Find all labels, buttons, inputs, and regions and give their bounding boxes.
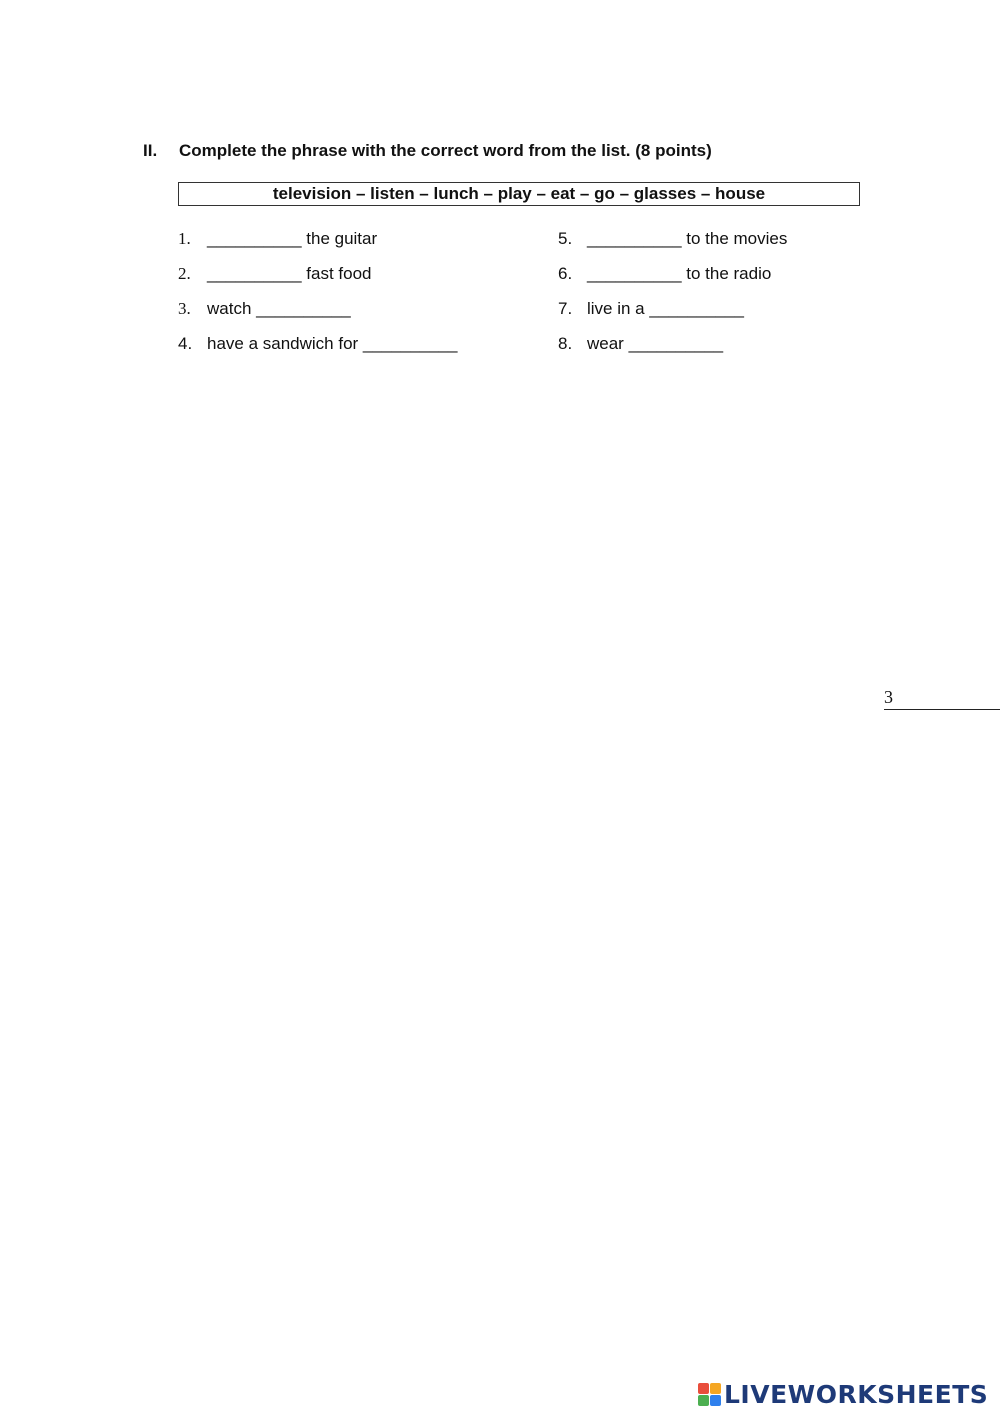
item-text: live in a __________: [587, 299, 744, 318]
word-bank: television – listen – lunch – play – eat – go – glasses – house: [178, 182, 860, 206]
logo-square-icon: [698, 1395, 709, 1406]
page-number: 3: [884, 687, 893, 707]
item-number: 1.: [178, 229, 191, 248]
item-text: __________ to the movies: [587, 229, 788, 248]
item-number: 3.: [178, 299, 191, 318]
item-text: __________ the guitar: [207, 229, 378, 248]
item-text: __________ to the radio: [587, 264, 772, 283]
exercise-item[interactable]: [178, 299, 351, 319]
exercise-item[interactable]: [178, 229, 377, 249]
logo-square-icon: [710, 1383, 721, 1394]
item-text: have a sandwich for __________: [207, 334, 458, 353]
liveworksheets-logo-icon: [698, 1383, 721, 1406]
item-text: wear __________: [587, 334, 724, 353]
item-number: 6.: [558, 264, 573, 283]
item-number: 5.: [558, 229, 573, 248]
exercise-item[interactable]: [558, 299, 744, 319]
logo-text: LIVEWORKSHEETS: [724, 1379, 989, 1409]
liveworksheets-logo[interactable]: [698, 1378, 988, 1410]
item-number: 8.: [558, 334, 573, 353]
section-number: II.: [143, 141, 158, 160]
exercise-item[interactable]: [558, 334, 723, 354]
item-text: __________ fast food: [207, 264, 372, 283]
section-instruction: Complete the phrase with the correct word from the list. (8 points): [179, 141, 712, 160]
exercise-item[interactable]: [178, 334, 457, 354]
item-number: 4.: [178, 334, 193, 353]
item-number: 2.: [178, 264, 191, 283]
logo-square-icon: [698, 1383, 709, 1394]
page-number-line: [884, 687, 1000, 710]
section-heading: [143, 141, 712, 161]
exercise-item[interactable]: [558, 264, 771, 284]
logo-square-icon: [710, 1395, 721, 1406]
exercise-item[interactable]: [558, 229, 787, 249]
item-text: watch __________: [207, 299, 351, 318]
item-number: 7.: [558, 299, 573, 318]
exercise-item[interactable]: [178, 264, 371, 284]
